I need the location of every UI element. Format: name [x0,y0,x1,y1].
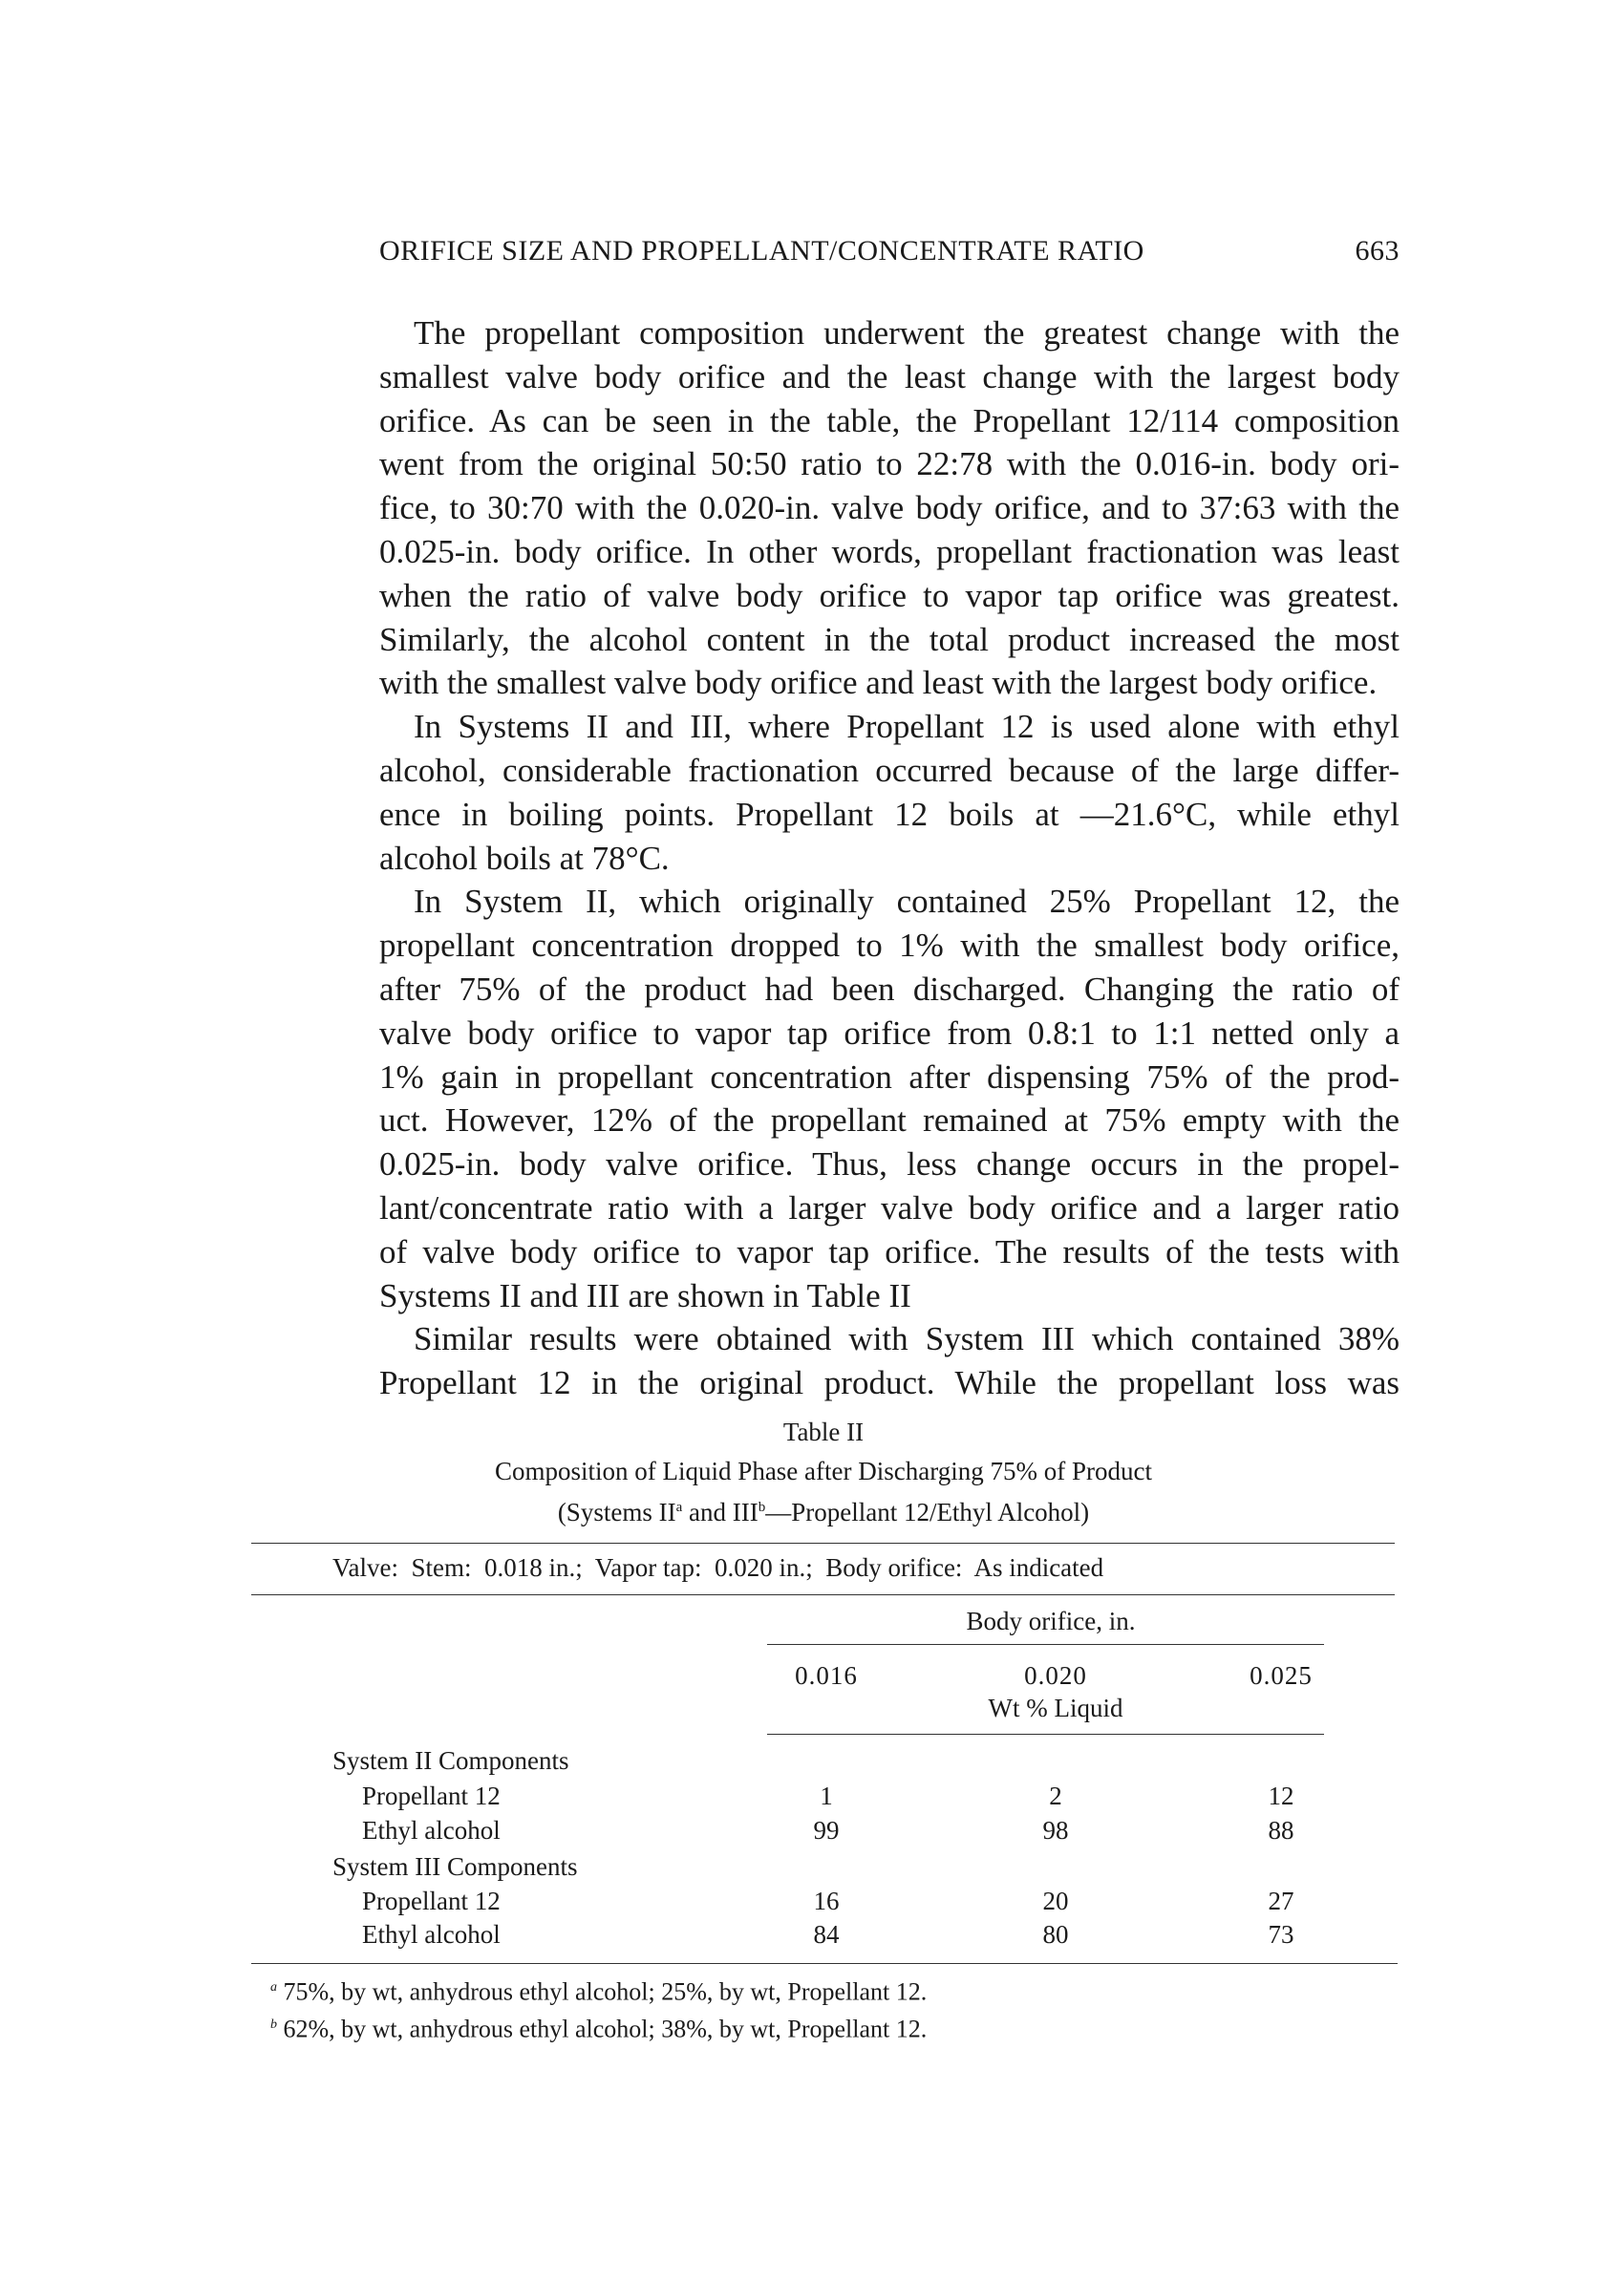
running-title: ORIFICE SIZE AND PROPELLANT/CONCENTRATE RATIO [379,235,1144,267]
table-top-rule [251,1543,1395,1544]
footnote-b [270,2011,927,2044]
text-line: 0.025-in. body orifice. In other words, propellant fractionation was least [379,532,1400,570]
column-header: 0.020 [1024,1661,1087,1690]
cell: 84 [813,1920,840,1949]
text-line: In Systems II and III, where Propellant 12 is used alone with ethyl [414,708,1400,746]
cell: 2 [1049,1782,1062,1810]
text-line: ence in boiling points. Propellant 12 boils at —21.6°C, while ethyl [379,795,1400,833]
cell: 20 [1042,1887,1069,1915]
text-line: propellant concentration dropped to 1% with the smallest body orifice, [379,927,1400,965]
paragraph [379,311,1400,705]
cell: 80 [1042,1920,1069,1949]
page-number: 663 [1355,235,1400,267]
text-line: alcohol boils at 78°C. [379,839,670,877]
column-spanner: Body orifice, in. [966,1607,1136,1635]
text-line: went from the original 50:50 ratio to 22:78 with the 0.016-in. body ori- [379,445,1400,483]
column-header: 0.025 [1250,1661,1313,1690]
text-line: of valve body orifice to vapor tap orifice. The results of the tests with [379,1232,1400,1270]
running-header [379,235,1400,267]
text-line: valve body orifice to vapor tap orifice from 0.8:1 to 1:1 netted only a [379,1014,1400,1052]
text-line: Systems II and III are shown in Table II [379,1276,911,1314]
table-bottom-rule [251,1963,1398,1964]
caption-part: and III [682,1498,759,1526]
text-line: orifice. As can be seen in the table, the Propellant 12/114 composition [379,401,1400,439]
footnote-text: 62%, by wt, anhydrous ethyl alcohol; 38%, by wt, Propellant 12. [283,2015,928,2043]
paragraph [379,880,1400,1317]
valve-conditions: Valve: Stem: 0.018 in.; Vapor tap: 0.020 in.; Body orifice: As indicated [332,1553,1104,1582]
column-header: 0.016 [795,1661,858,1690]
row-label: Ethyl alcohol [362,1816,501,1845]
text-line: Similarly, the alcohol content in the total product increased the most [379,620,1400,658]
text-line: 0.025-in. body valve orifice. Thus, less change occurs in the propel- [379,1145,1400,1184]
cell: 98 [1042,1816,1069,1845]
cell: 99 [813,1816,840,1845]
text-line: uct. However, 12% of the propellant remained at 75% empty with the [379,1101,1400,1140]
text-line: lant/concentrate ratio with a larger valve body orifice and a larger ratio [379,1188,1400,1227]
paragraph [379,705,1400,880]
cell: 1 [820,1782,833,1810]
row-label: Ethyl alcohol [362,1920,501,1949]
footnote-a [270,1974,927,2007]
row-label: Propellant 12 [362,1782,501,1810]
unit-label: Wt % Liquid [988,1694,1123,1722]
cell: 12 [1268,1782,1294,1810]
footnote-mark: a [675,1500,683,1515]
text-line: with the smallest valve body orifice and least with the largest body orifice. [379,664,1378,702]
text-line: Similar results were obtained with System III which contained 38% [414,1320,1400,1358]
group-label: System III Components [332,1852,578,1881]
table-caption-systems [558,1493,1089,1526]
text-line: fice, to 30:70 with the 0.020-in. valve body orifice, and to 37:63 with the [379,489,1400,527]
cell: 27 [1268,1887,1294,1915]
text-line: 1% gain in propellant concentration after dispensing 75% of the prod- [379,1057,1400,1096]
cell: 88 [1268,1816,1294,1845]
text-line: smallest valve body orifice and the least change with the largest body [379,357,1400,395]
text-line: In System II, which originally contained 25% Propellant 12, the [414,883,1400,921]
text-line: Propellant 12 in the original product. While the propellant loss was [379,1364,1400,1402]
footnote-mark: a [270,1980,277,1995]
body-text [379,311,1400,1405]
footnote-text: 75%, by wt, anhydrous ethyl alcohol; 25%, by wt, Propellant 12. [283,1977,928,2006]
text-line: The propellant composition underwent the greatest change with the [414,314,1400,352]
table-caption: Composition of Liquid Phase after Discharging 75% of Product [495,1457,1152,1485]
paragraph [379,1317,1400,1405]
caption-part: (Systems II [557,1498,676,1526]
cell: 16 [813,1887,840,1915]
text-line: when the ratio of valve body orifice to vapor tap orifice was greatest. [379,576,1400,614]
footnote-mark: b [270,2017,277,2032]
cell: 73 [1268,1920,1294,1949]
table-label: Table II [782,1418,865,1446]
table-rule [251,1594,1395,1595]
text-line: alcohol, considerable fractionation occurred because of the large differ- [379,751,1400,789]
caption-part: —Propellant 12/Ethyl Alcohol) [765,1498,1090,1526]
spanner-rule [767,1644,1324,1645]
footnote-mark: b [758,1500,766,1515]
row-label: Propellant 12 [362,1887,501,1915]
text-line: after 75% of the product had been discharged. Changing the ratio of [379,970,1400,1008]
group-label: System II Components [332,1746,569,1775]
header-rule [767,1734,1324,1735]
